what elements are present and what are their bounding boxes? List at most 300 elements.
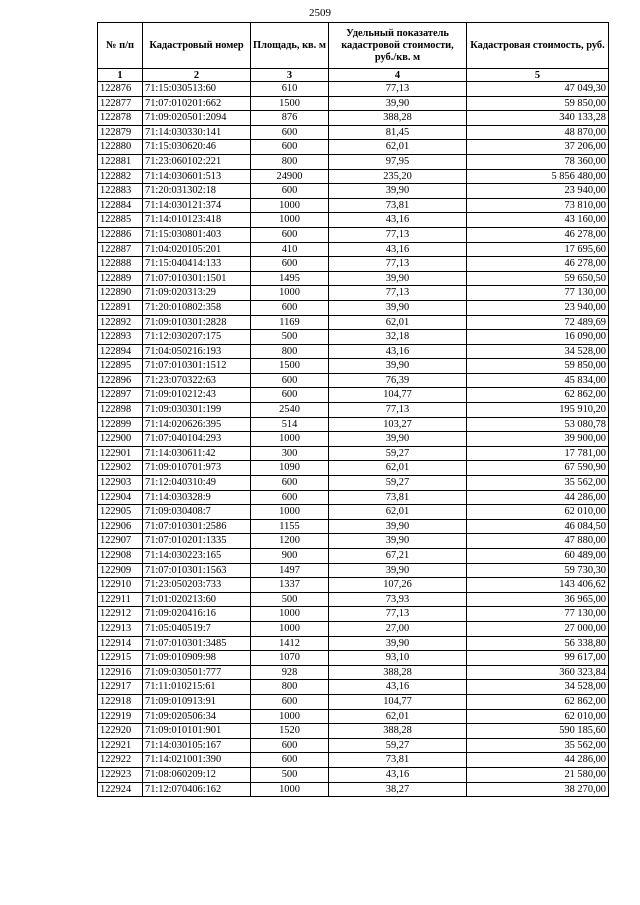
table-row (98, 651, 609, 666)
cadastral-value-cell: 47 880,00 (467, 534, 609, 549)
cadastral-value-cell: 340 133,28 (467, 111, 609, 126)
cadastral-value-cell: 59 850,00 (467, 96, 609, 111)
cadastral-number-cell: 71:09:020506:34 (143, 709, 251, 724)
table-row (98, 432, 609, 447)
unit-rate-cell: 39,90 (329, 359, 467, 374)
area-cell: 500 (251, 592, 329, 607)
cadastral-value-cell: 60 489,00 (467, 549, 609, 564)
table-row (98, 213, 609, 228)
unit-rate-cell: 73,93 (329, 592, 467, 607)
cadastral-number-cell: 71:14:030330:141 (143, 125, 251, 140)
cadastral-value-cell: 99 617,00 (467, 651, 609, 666)
row-number-cell: 122912 (98, 607, 143, 622)
area-cell: 600 (251, 184, 329, 199)
cadastral-number-cell: 71:09:020501:2094 (143, 111, 251, 126)
row-number-cell: 122908 (98, 549, 143, 564)
cadastral-number-cell: 71:15:030801:403 (143, 227, 251, 242)
row-number-cell: 122900 (98, 432, 143, 447)
table-row (98, 403, 609, 418)
unit-rate-cell: 388,28 (329, 665, 467, 680)
area-cell: 800 (251, 344, 329, 359)
area-cell: 1520 (251, 724, 329, 739)
cadastral-value-cell: 43 160,00 (467, 213, 609, 228)
row-number-cell: 122909 (98, 563, 143, 578)
cadastral-value-cell: 34 528,00 (467, 680, 609, 695)
cadastral-value-cell: 59 850,00 (467, 359, 609, 374)
area-cell: 1412 (251, 636, 329, 651)
cadastral-value-cell: 5 856 480,00 (467, 169, 609, 184)
cadastral-number-cell: 71:09:010913:91 (143, 694, 251, 709)
cadastral-number-cell: 71:07:010201:1335 (143, 534, 251, 549)
area-cell: 24900 (251, 169, 329, 184)
unit-rate-cell: 32,18 (329, 330, 467, 345)
cadastral-value-cell: 37 206,00 (467, 140, 609, 155)
cadastral-number-cell: 71:15:040414:133 (143, 257, 251, 272)
cadastral-number-cell: 71:05:040519:7 (143, 621, 251, 636)
cadastral-value-cell: 35 562,00 (467, 476, 609, 491)
unit-rate-cell: 73,81 (329, 753, 467, 768)
table-row (98, 111, 609, 126)
header-row (98, 23, 609, 69)
unit-rate-cell: 43,16 (329, 213, 467, 228)
cadastral-value-cell: 39 900,00 (467, 432, 609, 447)
unit-rate-cell: 43,16 (329, 767, 467, 782)
row-number-cell: 122917 (98, 680, 143, 695)
cadastral-value-cell: 17 695,60 (467, 242, 609, 257)
cadastral-value-cell: 21 580,00 (467, 767, 609, 782)
table-row (98, 417, 609, 432)
table-row (98, 388, 609, 403)
row-number-cell: 122920 (98, 724, 143, 739)
unit-rate-cell: 104,77 (329, 388, 467, 403)
table-row (98, 476, 609, 491)
cadastral-value-cell: 27 000,00 (467, 621, 609, 636)
cadastral-value-cell: 590 185,60 (467, 724, 609, 739)
table-row (98, 549, 609, 564)
table-row (98, 373, 609, 388)
cadastral-value-cell: 53 080,78 (467, 417, 609, 432)
cadastral-number-cell: 71:20:010802:358 (143, 300, 251, 315)
area-cell: 1000 (251, 709, 329, 724)
cadastral-value-cell: 67 590,90 (467, 461, 609, 476)
table-row (98, 592, 609, 607)
cadastral-number-cell: 71:14:030328:9 (143, 490, 251, 505)
unit-rate-cell: 93,10 (329, 651, 467, 666)
unit-rate-cell: 39,90 (329, 300, 467, 315)
area-cell: 600 (251, 227, 329, 242)
cadastral-value-cell: 72 489,69 (467, 315, 609, 330)
cadastral-number-cell: 71:14:030223:165 (143, 549, 251, 564)
cadastral-value-cell: 46 278,00 (467, 257, 609, 272)
table-row (98, 198, 609, 213)
page-number: 2509 (309, 7, 331, 19)
unit-rate-cell: 39,90 (329, 636, 467, 651)
row-number-cell: 122885 (98, 213, 143, 228)
column-index: 5 (467, 69, 609, 82)
area-cell: 600 (251, 490, 329, 505)
cadastral-number-cell: 71:20:031302:18 (143, 184, 251, 199)
table-row (98, 738, 609, 753)
table-row (98, 242, 609, 257)
table-row (98, 534, 609, 549)
unit-rate-cell: 43,16 (329, 680, 467, 695)
row-number-cell: 122902 (98, 461, 143, 476)
table-row (98, 490, 609, 505)
cadastral-value-cell: 360 323,84 (467, 665, 609, 680)
cadastral-value-cell: 77 130,00 (467, 607, 609, 622)
unit-rate-cell: 62,01 (329, 461, 467, 476)
cadastral-value-cell: 44 286,00 (467, 753, 609, 768)
area-cell: 928 (251, 665, 329, 680)
area-cell: 1169 (251, 315, 329, 330)
table-row (98, 578, 609, 593)
cadastral-value-cell: 77 130,00 (467, 286, 609, 301)
cadastral-number-cell: 71:01:020213:60 (143, 592, 251, 607)
row-number-cell: 122891 (98, 300, 143, 315)
row-number-cell: 122911 (98, 592, 143, 607)
cadastral-number-cell: 71:09:030408:7 (143, 505, 251, 520)
cadastral-value-cell: 44 286,00 (467, 490, 609, 505)
column-index-row (98, 69, 609, 82)
unit-rate-cell: 235,20 (329, 169, 467, 184)
area-cell: 600 (251, 373, 329, 388)
header-row-number: № п/п (98, 23, 143, 69)
unit-rate-cell: 388,28 (329, 111, 467, 126)
table-row (98, 680, 609, 695)
table-row (98, 184, 609, 199)
row-number-cell: 122898 (98, 403, 143, 418)
row-number-cell: 122924 (98, 782, 143, 797)
row-number-cell: 122879 (98, 125, 143, 140)
row-number-cell: 122919 (98, 709, 143, 724)
cadastral-number-cell: 71:15:030620:46 (143, 140, 251, 155)
area-cell: 800 (251, 154, 329, 169)
row-number-cell: 122922 (98, 753, 143, 768)
unit-rate-cell: 39,90 (329, 563, 467, 578)
table-row (98, 709, 609, 724)
unit-rate-cell: 39,90 (329, 96, 467, 111)
row-number-cell: 122923 (98, 767, 143, 782)
area-cell: 1090 (251, 461, 329, 476)
area-cell: 1200 (251, 534, 329, 549)
unit-rate-cell: 97,95 (329, 154, 467, 169)
table-row (98, 330, 609, 345)
table-row (98, 724, 609, 739)
cadastral-number-cell: 71:23:070322:63 (143, 373, 251, 388)
cadastral-number-cell: 71:14:030105:167 (143, 738, 251, 753)
unit-rate-cell: 81,45 (329, 125, 467, 140)
cadastral-value-cell: 78 360,00 (467, 154, 609, 169)
cadastral-number-cell: 71:09:020416:16 (143, 607, 251, 622)
area-cell: 1495 (251, 271, 329, 286)
table-row (98, 271, 609, 286)
area-cell: 1000 (251, 198, 329, 213)
area-cell: 1000 (251, 213, 329, 228)
unit-rate-cell: 104,77 (329, 694, 467, 709)
table-row (98, 563, 609, 578)
cadastral-value-cell: 195 910,20 (467, 403, 609, 418)
area-cell: 500 (251, 330, 329, 345)
unit-rate-cell: 39,90 (329, 184, 467, 199)
cadastral-number-cell: 71:07:010301:1501 (143, 271, 251, 286)
cadastral-value-cell: 56 338,80 (467, 636, 609, 651)
area-cell: 500 (251, 767, 329, 782)
cadastral-value-cell: 23 940,00 (467, 300, 609, 315)
row-number-cell: 122889 (98, 271, 143, 286)
table-row (98, 446, 609, 461)
table-row (98, 82, 609, 97)
row-number-cell: 122895 (98, 359, 143, 374)
row-number-cell: 122905 (98, 505, 143, 520)
row-number-cell: 122878 (98, 111, 143, 126)
row-number-cell: 122906 (98, 519, 143, 534)
area-cell: 600 (251, 694, 329, 709)
table-row (98, 767, 609, 782)
row-number-cell: 122882 (98, 169, 143, 184)
cadastral-number-cell: 71:07:010301:1512 (143, 359, 251, 374)
table-row (98, 286, 609, 301)
unit-rate-cell: 67,21 (329, 549, 467, 564)
area-cell: 600 (251, 257, 329, 272)
table-row (98, 169, 609, 184)
area-cell: 1155 (251, 519, 329, 534)
cadastral-number-cell: 71:07:010301:2586 (143, 519, 251, 534)
row-number-cell: 122914 (98, 636, 143, 651)
cadastral-number-cell: 71:09:020313:29 (143, 286, 251, 301)
unit-rate-cell: 43,16 (329, 344, 467, 359)
cadastral-number-cell: 71:08:060209:12 (143, 767, 251, 782)
cadastral-value-cell: 36 965,00 (467, 592, 609, 607)
row-number-cell: 122907 (98, 534, 143, 549)
row-number-cell: 122876 (98, 82, 143, 97)
row-number-cell: 122892 (98, 315, 143, 330)
unit-rate-cell: 107,26 (329, 578, 467, 593)
area-cell: 410 (251, 242, 329, 257)
area-cell: 1000 (251, 505, 329, 520)
row-number-cell: 122880 (98, 140, 143, 155)
cadastral-value-cell: 59 650,50 (467, 271, 609, 286)
row-number-cell: 122881 (98, 154, 143, 169)
table-row (98, 505, 609, 520)
cadastral-number-cell: 71:14:030121:374 (143, 198, 251, 213)
table-row (98, 519, 609, 534)
cadastral-number-cell: 71:07:010301:3485 (143, 636, 251, 651)
unit-rate-cell: 27,00 (329, 621, 467, 636)
row-number-cell: 122921 (98, 738, 143, 753)
cadastral-number-cell: 71:09:010301:2828 (143, 315, 251, 330)
cadastral-number-cell: 71:12:040310:49 (143, 476, 251, 491)
header-cadastral-number: Кадастровый номер (143, 23, 251, 69)
cadastral-number-cell: 71:07:010201:662 (143, 96, 251, 111)
cadastral-number-cell: 71:09:010212:43 (143, 388, 251, 403)
row-number-cell: 122918 (98, 694, 143, 709)
cadastral-number-cell: 71:14:021001:390 (143, 753, 251, 768)
cadastral-number-cell: 71:04:020105:201 (143, 242, 251, 257)
area-cell: 2540 (251, 403, 329, 418)
unit-rate-cell: 39,90 (329, 271, 467, 286)
table-body (98, 82, 609, 797)
cadastral-value-cell: 59 730,30 (467, 563, 609, 578)
cadastral-value-cell: 17 781,00 (467, 446, 609, 461)
unit-rate-cell: 77,13 (329, 607, 467, 622)
unit-rate-cell: 62,01 (329, 709, 467, 724)
unit-rate-cell: 76,39 (329, 373, 467, 388)
cadastral-value-cell: 34 528,00 (467, 344, 609, 359)
row-number-cell: 122915 (98, 651, 143, 666)
cadastral-value-cell: 62 010,00 (467, 709, 609, 724)
cadastral-value-cell: 47 049,30 (467, 82, 609, 97)
row-number-cell: 122893 (98, 330, 143, 345)
area-cell: 600 (251, 140, 329, 155)
cadastral-value-cell: 48 870,00 (467, 125, 609, 140)
area-cell: 1500 (251, 359, 329, 374)
area-cell: 1000 (251, 607, 329, 622)
table-row (98, 227, 609, 242)
row-number-cell: 122899 (98, 417, 143, 432)
cadastral-value-cell: 38 270,00 (467, 782, 609, 797)
cadastral-value-cell: 62 862,00 (467, 388, 609, 403)
table-row (98, 461, 609, 476)
cadastral-value-cell: 46 278,00 (467, 227, 609, 242)
table-row (98, 621, 609, 636)
table-row (98, 694, 609, 709)
cadastral-number-cell: 71:23:050203:733 (143, 578, 251, 593)
table-row (98, 344, 609, 359)
header-area: Площадь, кв. м (251, 23, 329, 69)
cadastral-value-cell: 62 010,00 (467, 505, 609, 520)
cadastral-number-cell: 71:07:040104:293 (143, 432, 251, 447)
row-number-cell: 122897 (98, 388, 143, 403)
cadastral-number-cell: 71:15:030513:60 (143, 82, 251, 97)
unit-rate-cell: 59,27 (329, 738, 467, 753)
unit-rate-cell: 77,13 (329, 403, 467, 418)
table-row (98, 315, 609, 330)
cadastral-number-cell: 71:12:070406:162 (143, 782, 251, 797)
unit-rate-cell: 59,27 (329, 446, 467, 461)
area-cell: 514 (251, 417, 329, 432)
column-index: 2 (143, 69, 251, 82)
table-row (98, 782, 609, 797)
unit-rate-cell: 77,13 (329, 82, 467, 97)
cadastral-value-cell: 73 810,00 (467, 198, 609, 213)
area-cell: 1000 (251, 286, 329, 301)
area-cell: 1497 (251, 563, 329, 578)
table-row (98, 636, 609, 651)
header-cadastral-value: Кадастровая стоимость, руб. (467, 23, 609, 69)
unit-rate-cell: 103,27 (329, 417, 467, 432)
area-cell: 610 (251, 82, 329, 97)
cadastral-value-cell: 143 406,62 (467, 578, 609, 593)
unit-rate-cell: 73,81 (329, 198, 467, 213)
cadastral-number-cell: 71:09:010909:98 (143, 651, 251, 666)
area-cell: 600 (251, 476, 329, 491)
row-number-cell: 122904 (98, 490, 143, 505)
column-index: 1 (98, 69, 143, 82)
cadastral-value-cell: 35 562,00 (467, 738, 609, 753)
row-number-cell: 122896 (98, 373, 143, 388)
row-number-cell: 122886 (98, 227, 143, 242)
cadastral-number-cell: 71:04:050216:193 (143, 344, 251, 359)
unit-rate-cell: 62,01 (329, 315, 467, 330)
unit-rate-cell: 62,01 (329, 140, 467, 155)
table-row (98, 140, 609, 155)
row-number-cell: 122887 (98, 242, 143, 257)
cadastral-number-cell: 71:09:010701:973 (143, 461, 251, 476)
row-number-cell: 122890 (98, 286, 143, 301)
area-cell: 1000 (251, 621, 329, 636)
column-index: 3 (251, 69, 329, 82)
cadastral-number-cell: 71:09:030501:777 (143, 665, 251, 680)
row-number-cell: 122884 (98, 198, 143, 213)
area-cell: 1000 (251, 782, 329, 797)
cadastral-value-cell: 46 084,50 (467, 519, 609, 534)
area-cell: 300 (251, 446, 329, 461)
unit-rate-cell: 73,81 (329, 490, 467, 505)
unit-rate-cell: 59,27 (329, 476, 467, 491)
table-row (98, 300, 609, 315)
area-cell: 600 (251, 753, 329, 768)
table-row (98, 257, 609, 272)
table-row (98, 154, 609, 169)
cadastral-number-cell: 71:23:060102:221 (143, 154, 251, 169)
unit-rate-cell: 39,90 (329, 432, 467, 447)
unit-rate-cell: 39,90 (329, 534, 467, 549)
cadastral-number-cell: 71:14:010123:418 (143, 213, 251, 228)
area-cell: 900 (251, 549, 329, 564)
cadastral-number-cell: 71:07:010301:1563 (143, 563, 251, 578)
unit-rate-cell: 77,13 (329, 257, 467, 272)
table-row (98, 359, 609, 374)
unit-rate-cell: 43,16 (329, 242, 467, 257)
area-cell: 1000 (251, 432, 329, 447)
unit-rate-cell: 62,01 (329, 505, 467, 520)
area-cell: 1070 (251, 651, 329, 666)
area-cell: 1500 (251, 96, 329, 111)
unit-rate-cell: 38,27 (329, 782, 467, 797)
row-number-cell: 122913 (98, 621, 143, 636)
row-number-cell: 122901 (98, 446, 143, 461)
row-number-cell: 122888 (98, 257, 143, 272)
area-cell: 1337 (251, 578, 329, 593)
unit-rate-cell: 77,13 (329, 227, 467, 242)
table-row (98, 607, 609, 622)
area-cell: 600 (251, 738, 329, 753)
table-row (98, 753, 609, 768)
cadastral-number-cell: 71:14:020626:395 (143, 417, 251, 432)
table-row (98, 125, 609, 140)
cadastral-value-cell: 23 940,00 (467, 184, 609, 199)
cadastral-number-cell: 71:14:030611:42 (143, 446, 251, 461)
row-number-cell: 122916 (98, 665, 143, 680)
header-unit-rate: Удельный показатель кадастровой стоимости, руб./кв. м (329, 23, 467, 69)
row-number-cell: 122903 (98, 476, 143, 491)
unit-rate-cell: 39,90 (329, 519, 467, 534)
cadastral-number-cell: 71:11:010215:61 (143, 680, 251, 695)
column-index: 4 (329, 69, 467, 82)
cadastral-number-cell: 71:09:010101:901 (143, 724, 251, 739)
area-cell: 876 (251, 111, 329, 126)
table-row (98, 96, 609, 111)
area-cell: 800 (251, 680, 329, 695)
row-number-cell: 122877 (98, 96, 143, 111)
row-number-cell: 122910 (98, 578, 143, 593)
row-number-cell: 122894 (98, 344, 143, 359)
area-cell: 600 (251, 388, 329, 403)
unit-rate-cell: 77,13 (329, 286, 467, 301)
unit-rate-cell: 388,28 (329, 724, 467, 739)
table-row (98, 665, 609, 680)
cadastral-number-cell: 71:14:030601:513 (143, 169, 251, 184)
